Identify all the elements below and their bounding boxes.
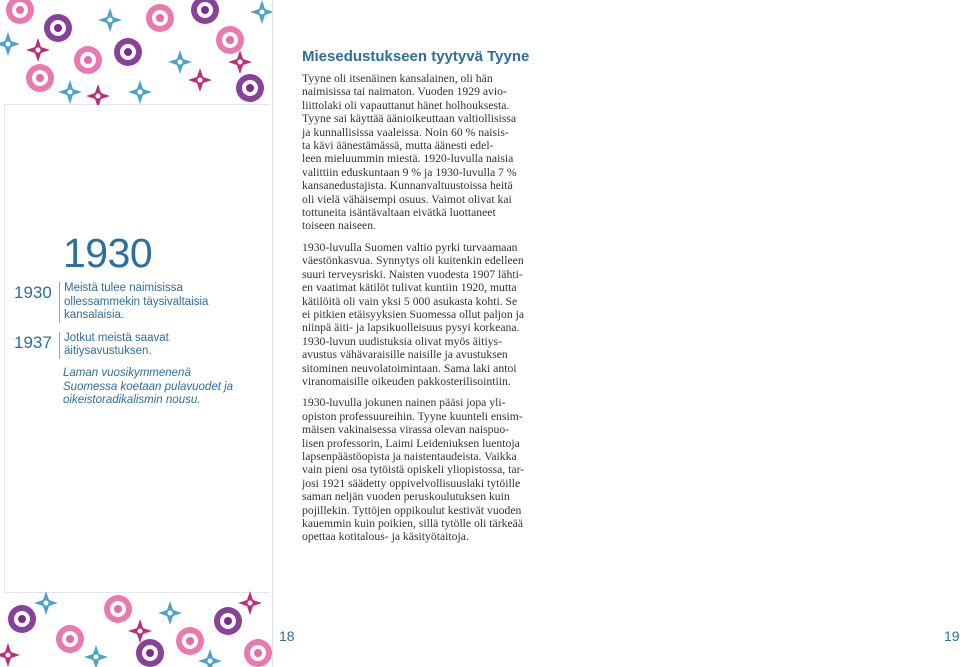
timeline-text	[59, 332, 239, 359]
paragraph	[302, 72, 577, 233]
text-line: suuri terveysriski. Naisten vuodesta 1907 lähti-	[302, 267, 523, 281]
text-line: toiseen naiseen.	[302, 219, 376, 233]
text-line: saman neljän vuoden peruskoulutuksen kuin	[302, 490, 510, 504]
left-page	[0, 0, 273, 667]
text-line: valittiin eduskuntaan 9 % ja 1930-luvulla 7 %	[302, 165, 517, 179]
text-line: pojillekin. Tyttöjen oppikoulut kestivät vuoden	[302, 503, 522, 517]
timeline-entry	[14, 332, 254, 359]
text-line: lisen professorin, Laimi Leideniuksen luentoja	[302, 436, 520, 450]
article-heading: Miesedustukseen tyytyvä Tyyne	[302, 48, 530, 65]
text-line: viranomaisille oikeuden pakkosterilisointiin.	[302, 374, 511, 388]
text-line: lapsenpäästöopista ja naistentaudeista. Vaikka	[302, 449, 517, 463]
tagline-line: oikeistoradikalismin nousu.	[63, 394, 201, 406]
timeline-line: Jotkut meistä saavat	[64, 331, 169, 344]
timeline-year: 1937	[14, 332, 52, 352]
text-line: kätilöitä oli vain yksi 5 000 asukasta kohti. Se	[302, 294, 518, 308]
text-line: en vaatimat kätilöt tulivat kuntiin 1920, mutta	[302, 281, 517, 295]
timeline-line: Meistä tulee naimisissa	[64, 282, 183, 294]
text-line: opiston professuureihin. Tyyne kuunteli ensim-	[302, 409, 523, 423]
tagline-line: Suomessa koetaan pulavuodet ja	[63, 380, 234, 393]
timeline-line: ollessammekin täysivaltaisia	[64, 295, 209, 308]
text-line: kauemmin kuin poikien, sillä tytölle oli tärkeää	[302, 517, 524, 530]
text-line: avustus vähävaraisille naisille ja avustuksen	[302, 348, 508, 362]
flower-pattern-top	[0, 0, 272, 105]
text-line: naimisissa tai naimaton. Vuoden 1929 avio-	[302, 85, 507, 99]
decade-tagline	[63, 367, 263, 408]
page-number-right: 19	[944, 628, 960, 644]
text-line: 1930-luvulla Suomen valtio pyrki turvaamaan	[302, 240, 518, 254]
text-line: ei pitkien etäisyyksien Suomessa ollut paljon ja	[302, 307, 525, 321]
flower-pattern-bottom	[0, 591, 272, 667]
floral-decoration-bottom	[0, 591, 272, 667]
text-line: väestönkasvua. Synnytys oli kuitenkin edelleen	[302, 254, 524, 268]
text-line: ta kävi äänestämässä, mutta äänesti edel-	[302, 139, 494, 153]
text-line: leen mieluummin miestä. 1920-luvulla naisia	[302, 152, 514, 166]
text-line: ja kunnallisissa vaaleissa. Noin 60 % naisis-	[302, 125, 509, 139]
text-line: 1930-luvun uudistuksia olivat myös äitiys-	[302, 334, 502, 348]
text-line: mäisen vakinaisessa virassa olevan naispuo-	[302, 423, 510, 437]
text-line: Tyyne oli itsenäinen kansalainen, oli hän	[302, 72, 493, 85]
page-number-left: 18	[279, 628, 295, 644]
text-line: oli vielä vähäisempi osuus. Vaimot olivat kai	[302, 192, 512, 206]
text-line: liittolaki oli vapauttanut hänet holhouksesta.	[302, 98, 510, 112]
year-heading: 1930	[63, 230, 153, 276]
paragraph	[302, 396, 577, 543]
article-column	[302, 48, 577, 552]
timeline	[14, 282, 254, 368]
timeline-text	[59, 282, 239, 323]
text-line: niinpä äiti- ja lapsikuolleisuus pysyi korkeana.	[302, 321, 520, 335]
paragraph	[302, 241, 577, 388]
timeline-line: kansalaisia.	[64, 309, 125, 321]
text-line: 1930-luvulla jokunen nainen pääsi jopa yli-	[302, 396, 506, 410]
text-line: tottuneita isäntävaltaan eivätkä luottaneet	[302, 206, 496, 220]
timeline-line: äitiysavustuksen.	[64, 345, 152, 357]
text-line: vain pieni osa tytöistä opiskeli yliopistossa, tar-	[302, 463, 525, 477]
text-line: opettaa kotitalous- ja käsityötaitoja.	[302, 530, 469, 544]
text-line: josi 1921 säädetty oppivelvollisuuslaki tytöille	[302, 476, 521, 490]
timeline-year: 1930	[14, 283, 52, 302]
text-line: Tyyne sai käyttää äänioikeuttaan valtiollisissa	[302, 112, 517, 126]
text-line: kansanedustajista. Kunnanvaltuustoissa heitä	[302, 179, 513, 193]
tagline-line: Laman vuosikymmenenä	[63, 367, 191, 379]
floral-decoration-top	[0, 0, 272, 105]
timeline-entry	[14, 282, 254, 323]
text-line: sitominen neuvolatoimintaan. Sama laki antoi	[302, 361, 517, 375]
